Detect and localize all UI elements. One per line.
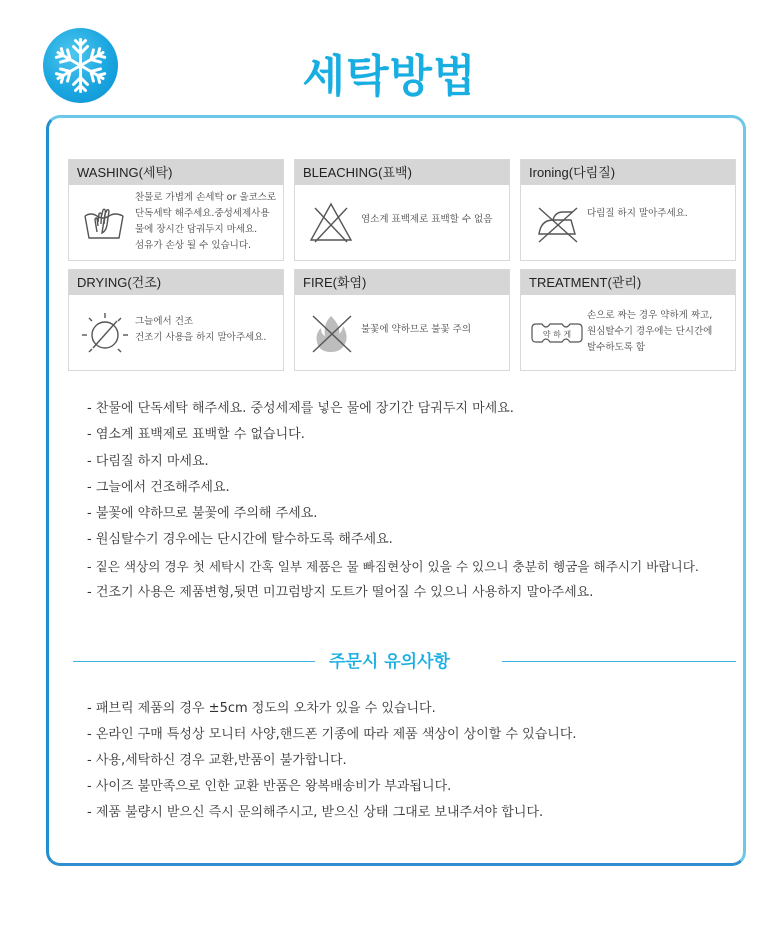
list-item: - 불꽃에 약하므로 불꽃에 주의해 주세요. [87,506,318,522]
care-card-treatment [520,269,736,371]
gentle-wring-icon [527,308,585,356]
section-title: 주문시 유의사항 [329,652,450,672]
list-item: - 제품 불량시 받으신 즉시 문의해주시고, 받으신 상태 그대로 보내주셔야 합니다. [87,805,544,820]
list-item: - 다림질 하지 마세요. [87,453,209,469]
no-fire-icon [305,308,357,356]
gentle-wring-label: 약 하 게 [542,330,572,339]
no-tumble-dry-icon [79,308,131,356]
list-item: - 짙은 색상의 경우 첫 세탁시 간혹 일부 제품은 물 빠짐현상이 있을 수 있으니 충분히 헹굼을 해주시기 바랍니다. [87,558,699,574]
care-card-drying [68,269,284,371]
list-item: - 찬물에 단독세탁 해주세요. 중성세제를 넣은 물에 장기간 담궈두지 마세요. [87,401,514,416]
list-item: - 염소계 표백제로 표백할 수 없습니다. [87,427,305,443]
no-bleach-icon [305,198,357,246]
care-card-text: 손으로 짜는 경우 약하게 짜고, 원심탈수기 경우에는 단시간에 탈수하도록 함 [587,310,713,353]
care-card-bleaching [294,159,510,261]
care-card-ironing [520,159,736,261]
care-card-text: 그늘에서 건조 건조기 사용을 하지 말아주세요. [135,316,267,343]
no-iron-icon [531,198,583,246]
page-title: 세탁방법 [302,51,477,102]
care-card-title: FIRE(화염) [295,270,509,295]
care-card-title: Ironing(다림질) [521,160,735,185]
hand-wash-icon [79,198,131,246]
list-item: - 그늘에서 건조해주세요. [87,479,230,495]
list-item: - 사이즈 불만족으로 인한 교환 반품은 왕복배송비가 부과됩니다. [87,779,452,794]
care-card-title: TREATMENT(관리) [521,270,735,295]
list-item: - 원심탈수기 경우에는 단시간에 탈수하도록 해주세요. [87,532,393,548]
order-section-header [0,648,779,676]
care-card-washing [68,159,284,261]
list-item: - 패브릭 제품의 경우 ±5cm 정도의 오차가 있을 수 있습니다. [87,701,436,716]
care-card-text: 불꽃에 약하므로 불꽃 주의 [361,324,472,335]
care-card-text: 다림질 하지 말아주세요. [587,208,688,219]
care-card-text: 염소계 표백제로 표백할 수 없음 [361,214,493,225]
wash-notes-list [87,396,699,606]
list-item: - 건조기 사용은 제품변형,뒷면 미끄럼방지 도트가 떨어질 수 있으니 사용하지 말아주세요. [87,585,594,601]
care-card-title: BLEACHING(표백) [295,160,509,185]
list-item: - 온라인 구매 특성상 모니터 사양,핸드폰 기종에 따라 제품 색상이 상이할 수 있습니다. [87,727,577,742]
care-card-fire [294,269,510,371]
list-item: - 사용,세탁하신 경우 교환,반품이 불가합니다. [87,753,347,768]
order-notes-list [87,696,577,826]
care-card-text: 찬물로 가볍게 손세탁 or 울코스로 단독세탁 해주세요.중성세제사용 물에 장시간 담궈두지 마세요. 섬유가 손상 될 수 있습니다. [135,192,277,251]
care-card-title: WASHING(세탁) [69,160,283,185]
care-card-title: DRYING(건조) [69,270,283,295]
divider [502,661,736,662]
